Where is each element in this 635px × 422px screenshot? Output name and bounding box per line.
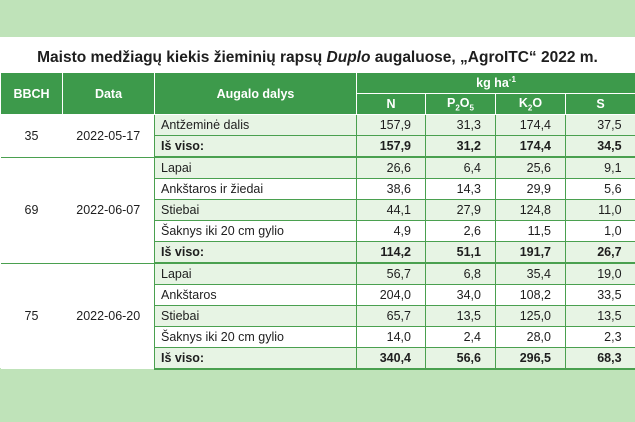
- n-value-cell: 26,6: [357, 157, 426, 179]
- nutrient-table: [0, 72, 635, 370]
- bbch-cell: 69: [1, 157, 63, 263]
- s-value-cell: 68,3: [566, 348, 635, 370]
- n-value-cell: 114,2: [357, 242, 426, 264]
- n-value-cell: 44,1: [357, 200, 426, 221]
- date-cell: 2022-05-17: [63, 115, 155, 158]
- header-s: S: [566, 94, 635, 115]
- bbch-cell: 75: [1, 263, 63, 369]
- title-end: augaluose, „AgroITC“ 2022 m.: [370, 49, 598, 66]
- p2o5-value-cell: 51,1: [426, 242, 496, 264]
- k2o-value-cell: 29,9: [496, 179, 566, 200]
- s-value-cell: 2,3: [566, 327, 635, 348]
- unit-exponent: -1: [508, 75, 516, 85]
- n-value-cell: 56,7: [357, 263, 426, 285]
- unit-base: kg ha: [476, 76, 509, 91]
- n-value-cell: 157,9: [357, 136, 426, 158]
- s-value-cell: 33,5: [566, 285, 635, 306]
- n-value-cell: 340,4: [357, 348, 426, 370]
- title-variety: Duplo: [326, 49, 371, 66]
- n-value-cell: 14,0: [357, 327, 426, 348]
- s-value-cell: 19,0: [566, 263, 635, 285]
- plant-part-cell: Lapai: [155, 263, 357, 285]
- plant-part-cell: Iš viso:: [155, 348, 357, 370]
- date-cell: 2022-06-20: [63, 263, 155, 369]
- k2o-value-cell: 25,6: [496, 157, 566, 179]
- p2o5-value-cell: 34,0: [426, 285, 496, 306]
- k2o-value-cell: 35,4: [496, 263, 566, 285]
- k2o-value-cell: 28,0: [496, 327, 566, 348]
- p2o5-value-cell: 2,4: [426, 327, 496, 348]
- k2o-value-cell: 108,2: [496, 285, 566, 306]
- table-row: [1, 157, 635, 179]
- header-plant-part: Augalo dalys: [155, 73, 357, 115]
- k2o-value-cell: 125,0: [496, 306, 566, 327]
- table-row: [1, 115, 635, 136]
- k2o-value-cell: 11,5: [496, 221, 566, 242]
- p2o5-value-cell: 6,4: [426, 157, 496, 179]
- date-cell: 2022-06-07: [63, 157, 155, 263]
- plant-part-cell: Iš viso:: [155, 136, 357, 158]
- table-title: [0, 49, 635, 67]
- header-date: Data: [63, 73, 155, 115]
- n-value-cell: 4,9: [357, 221, 426, 242]
- p2o5-value-cell: 14,3: [426, 179, 496, 200]
- s-value-cell: 11,0: [566, 200, 635, 221]
- title-start: Maisto medžiagų kiekis žieminių rapsų: [37, 49, 327, 66]
- header-p2o5: $P_2O_5$: [426, 94, 496, 115]
- k2o-value-cell: 174,4: [496, 115, 566, 136]
- table-body: [1, 115, 635, 370]
- p2o5-value-cell: 31,3: [426, 115, 496, 136]
- s-value-cell: 34,5: [566, 136, 635, 158]
- header-bbch: BBCH: [1, 73, 63, 115]
- table-row: [1, 263, 635, 285]
- plant-part-cell: Iš viso:: [155, 242, 357, 264]
- p2o5-value-cell: 31,2: [426, 136, 496, 158]
- plant-part-cell: Stiebai: [155, 306, 357, 327]
- s-value-cell: 5,6: [566, 179, 635, 200]
- k2o-value-cell: 296,5: [496, 348, 566, 370]
- p2o5-value-cell: 6,8: [426, 263, 496, 285]
- plant-part-cell: Ankštaros: [155, 285, 357, 306]
- p2o5-value-cell: 13,5: [426, 306, 496, 327]
- plant-part-cell: Šaknys iki 20 cm gylio: [155, 221, 357, 242]
- k2o-value-cell: 174,4: [496, 136, 566, 158]
- s-value-cell: 13,5: [566, 306, 635, 327]
- p2o5-value-cell: 2,6: [426, 221, 496, 242]
- plant-part-cell: Ankštaros ir žiedai: [155, 179, 357, 200]
- s-value-cell: 26,7: [566, 242, 635, 264]
- plant-part-cell: Stiebai: [155, 200, 357, 221]
- p2o5-value-cell: 56,6: [426, 348, 496, 370]
- n-value-cell: 65,7: [357, 306, 426, 327]
- n-value-cell: 204,0: [357, 285, 426, 306]
- p2o5-value-cell: 27,9: [426, 200, 496, 221]
- plant-part-cell: Antžeminė dalis: [155, 115, 357, 136]
- header-k2o: $K_2O$: [496, 94, 566, 115]
- header-n: N: [357, 94, 426, 115]
- plant-part-cell: Lapai: [155, 157, 357, 179]
- n-value-cell: 157,9: [357, 115, 426, 136]
- header-unit: [357, 73, 635, 94]
- k2o-value-cell: 191,7: [496, 242, 566, 264]
- plant-part-cell: Šaknys iki 20 cm gylio: [155, 327, 357, 348]
- bbch-cell: 35: [1, 115, 63, 158]
- s-value-cell: 9,1: [566, 157, 635, 179]
- k2o-value-cell: 124,8: [496, 200, 566, 221]
- n-value-cell: 38,6: [357, 179, 426, 200]
- s-value-cell: 37,5: [566, 115, 635, 136]
- s-value-cell: 1,0: [566, 221, 635, 242]
